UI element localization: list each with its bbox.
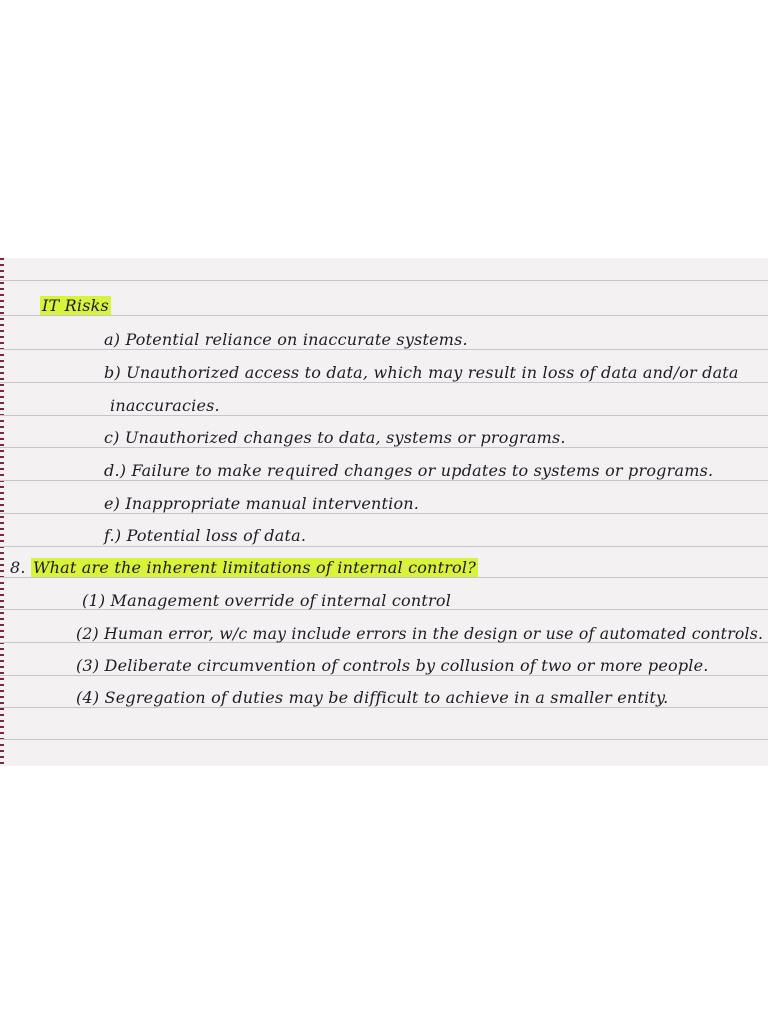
ruled-line xyxy=(0,280,768,281)
risk-item-b-continued: inaccuracies. xyxy=(110,396,220,415)
question-text: What are the inherent limitations of internal control? xyxy=(32,558,476,577)
limitation-item-4: (4) Segregation of duties may be difficult to achieve in a smaller entity. xyxy=(76,688,669,707)
ruled-line xyxy=(0,707,768,708)
notebook-binding xyxy=(0,258,4,766)
ruled-line xyxy=(0,480,768,481)
ruled-line xyxy=(0,675,768,676)
risk-item-c: c) Unauthorized changes to data, systems or programs. xyxy=(104,428,566,447)
risk-item-a: a) Potential reliance on inaccurate systems. xyxy=(104,330,468,349)
ruled-line xyxy=(0,546,768,547)
section-heading xyxy=(40,296,111,315)
risk-item-b: b) Unauthorized access to data, which may result in loss of data and/or data xyxy=(104,363,739,382)
limitation-item-3: (3) Deliberate circumvention of controls by collusion of two or more people. xyxy=(76,656,709,675)
ruled-line xyxy=(0,382,768,383)
question-line xyxy=(10,558,478,577)
risk-item-e: e) Inappropriate manual intervention. xyxy=(104,494,420,513)
ruled-line xyxy=(0,415,768,416)
question-number: 8. xyxy=(10,558,26,577)
ruled-line xyxy=(0,739,768,740)
risk-item-d: d.) Failure to make required changes or updates to systems or programs. xyxy=(104,461,714,480)
risk-item-f: f.) Potential loss of data. xyxy=(104,526,307,545)
ruled-line xyxy=(0,315,768,316)
heading-highlight: IT Risks xyxy=(42,296,109,315)
ruled-line xyxy=(0,349,768,350)
ruled-line xyxy=(0,513,768,514)
limitation-item-2: (2) Human error, w/c may include errors in the design or use of automated controls. xyxy=(76,624,764,643)
ruled-line xyxy=(0,447,768,448)
ruled-line xyxy=(0,577,768,578)
limitation-item-1: (1) Management override of internal control xyxy=(82,591,452,610)
notebook-photo xyxy=(0,258,768,766)
